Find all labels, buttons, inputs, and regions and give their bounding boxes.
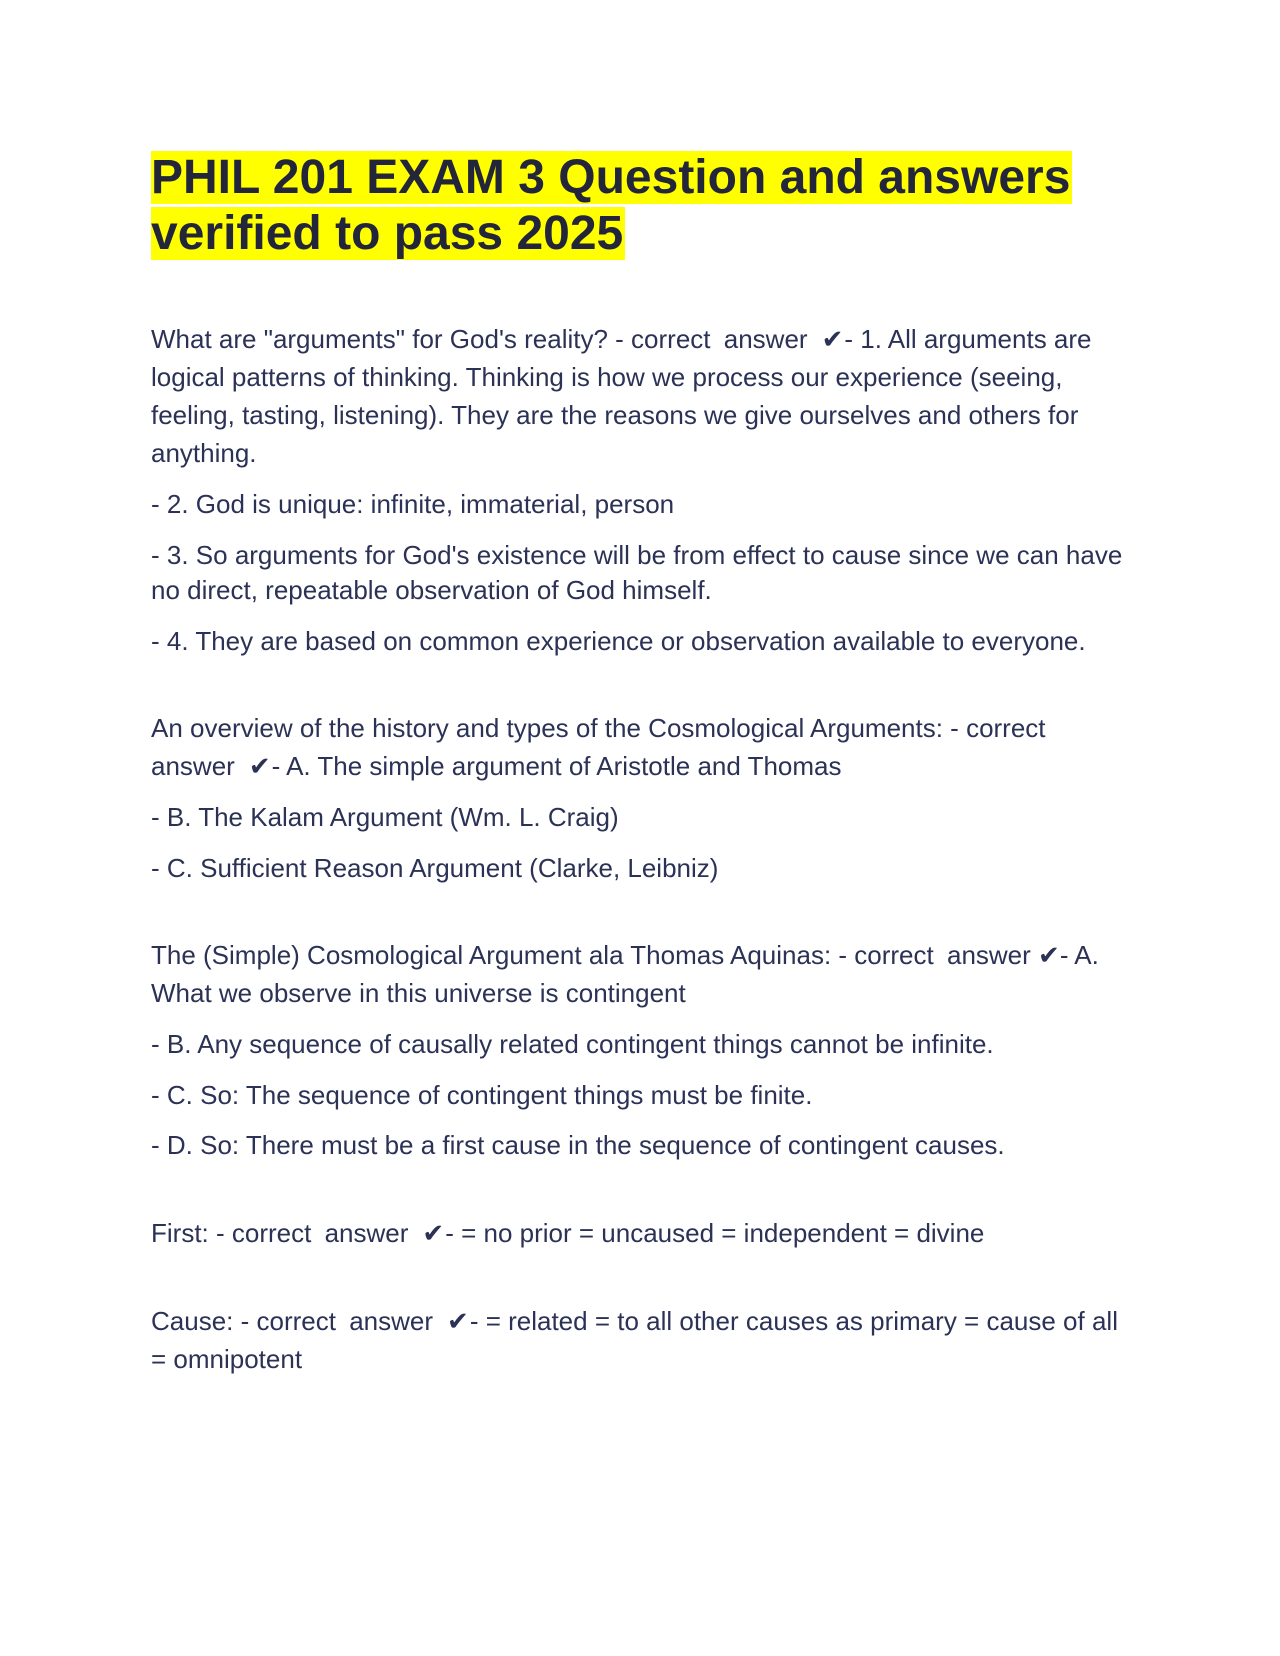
answer-label: answer <box>349 1305 434 1336</box>
question-text: An overview of the history and types of the Cosmological Arguments: - correct <box>151 713 1046 743</box>
answer-text: - = no prior = uncaused = independent = divine <box>445 1217 985 1248</box>
qa-item <box>151 709 1136 886</box>
answer-line: - 2. God is unique: infinite, immaterial, person <box>151 489 675 519</box>
answer-line: - C. Sufficient Reason Argument (Clarke, Leibniz) <box>151 852 719 883</box>
answer-text: - A. The simple argument of Aristotle and Thomas <box>271 751 842 781</box>
answer-line: - B. The Kalam Argument (Wm. L. Craig) <box>151 802 619 832</box>
checkmark-icon: ✔ <box>821 324 844 354</box>
answer-text: - = related = to all other causes as primary = cause of all = omnipotent <box>151 1305 1118 1374</box>
qa-item <box>151 936 1136 1164</box>
question-paragraph <box>151 1214 1136 1252</box>
answer-label: answer <box>151 751 235 781</box>
answer-line: - 4. They are based on common experience or observation available to everyone. <box>151 625 1086 656</box>
answer-line: - C. So: The sequence of contingent things must be finite. <box>151 1079 813 1110</box>
answer-line: - D. So: There must be a first cause in the sequence of contingent causes. <box>151 1130 1005 1160</box>
answer-label: answer <box>946 940 1031 970</box>
answer-text: - A. What we observe in this universe is contingent <box>151 940 1099 1008</box>
qa-item <box>151 320 1136 659</box>
answer-text: - 1. All arguments are logical patterns of thinking. Thinking is how we process our experience (seeing, feeling, tasting, listening). They are the reasons we give ourselves and others for anything. <box>151 324 1092 468</box>
question-text: What are "arguments" for God's reality? - correct <box>151 324 711 354</box>
question-paragraph <box>151 1302 1136 1378</box>
question-text: Cause: - correct <box>151 1305 336 1336</box>
qa-item <box>151 1214 1136 1252</box>
document-page <box>151 150 1136 1428</box>
title-line-2: verified to pass 2025 <box>151 207 624 260</box>
answer-line: - 3. So arguments for God's existence will be from effect to cause since we can have no direct, repeatable observation of God himself. <box>151 539 1123 605</box>
question-paragraph <box>151 936 1136 1012</box>
title-line-1: PHIL 201 EXAM 3 Question and answers <box>151 151 1071 204</box>
question-text: The (Simple) Cosmological Argument ala Thomas Aquinas: - correct <box>151 940 934 970</box>
document-title <box>151 150 1136 262</box>
question-text: First: - correct <box>151 1217 312 1248</box>
checkmark-icon: ✔ <box>447 1305 469 1336</box>
question-paragraph <box>151 709 1136 785</box>
qa-item <box>151 1302 1136 1378</box>
checkmark-icon: ✔ <box>248 751 271 781</box>
answer-label: answer <box>723 324 808 354</box>
answer-label: answer <box>324 1217 409 1248</box>
qa-list <box>151 320 1136 1378</box>
checkmark-icon: ✔ <box>1038 940 1060 970</box>
question-paragraph <box>151 320 1136 472</box>
checkmark-icon: ✔ <box>422 1217 445 1248</box>
answer-line: - B. Any sequence of causally related contingent things cannot be infinite. <box>151 1029 994 1059</box>
